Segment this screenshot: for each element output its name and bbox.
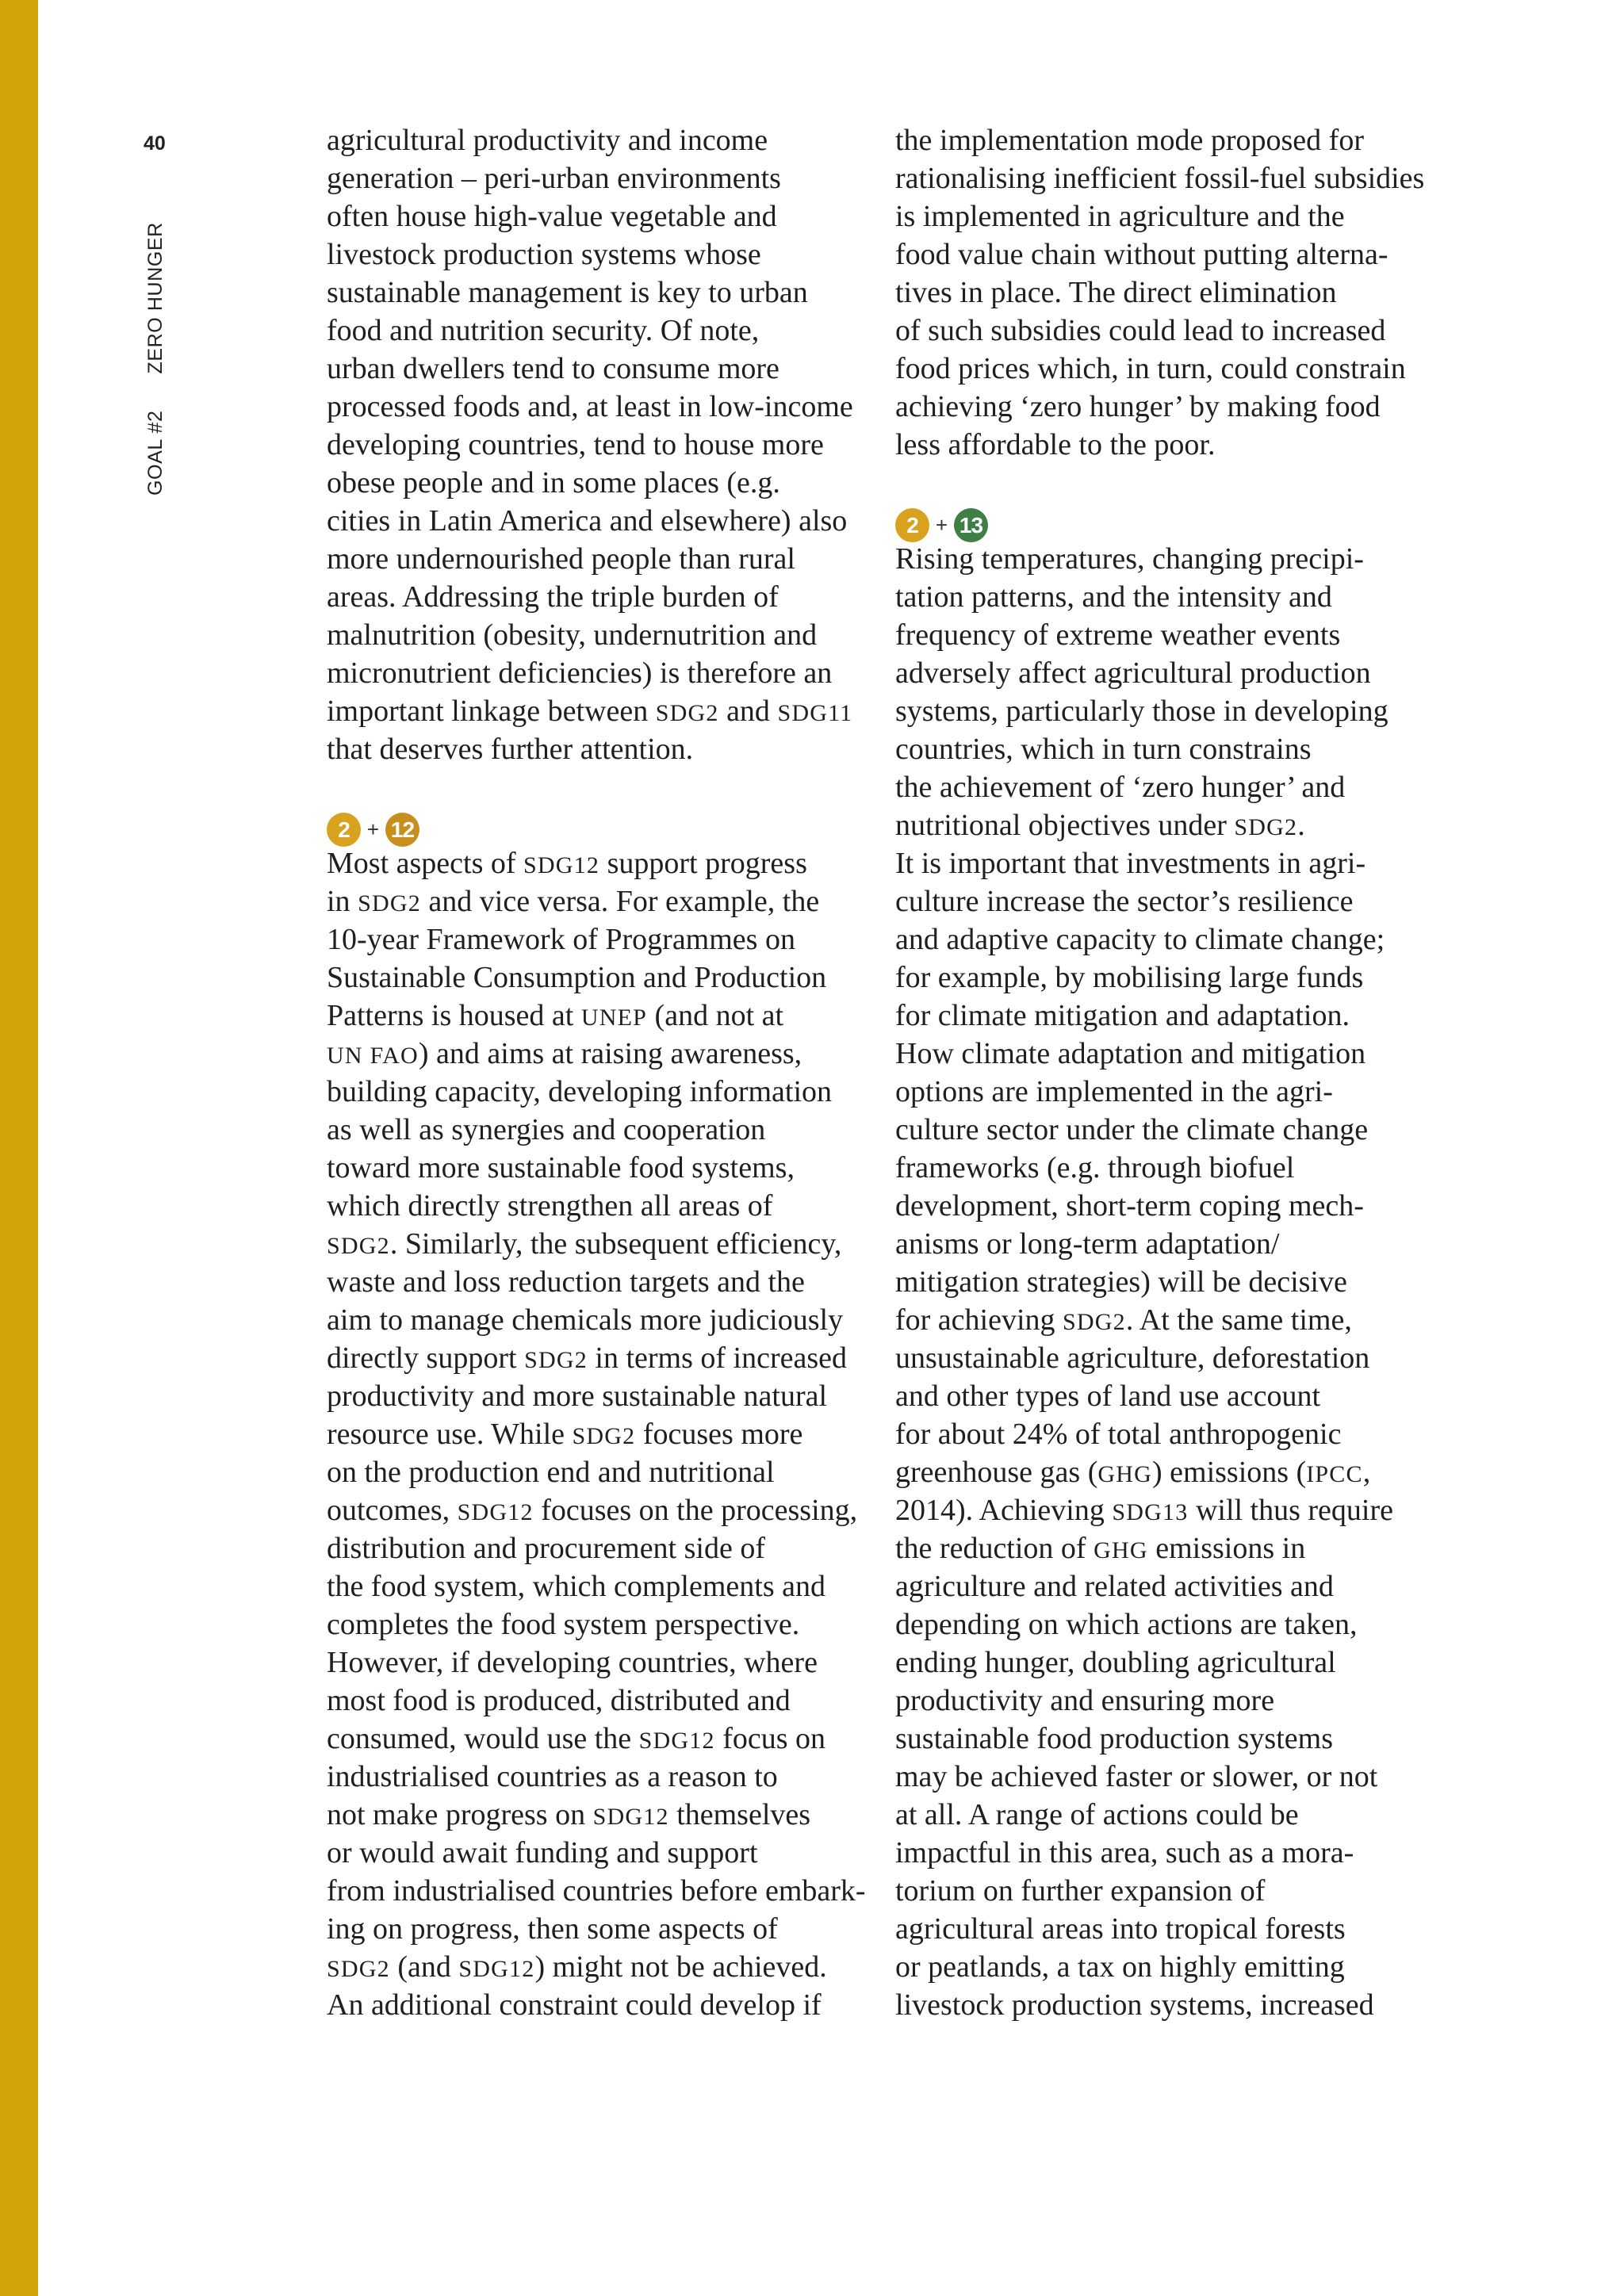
text-line: for example, by mobilising large funds [895,961,1364,994]
small-caps-term: GHG [1094,1537,1148,1563]
sdg-goal-pair [327,806,882,844]
text-line: food value chain without putting alterna- [895,238,1388,271]
text-line [327,1339,882,1377]
small-caps-term: SDG12 [638,1728,715,1754]
sdg-12-badge: 12 [385,813,419,847]
text-run: the reduction of [895,1532,1094,1565]
paragraph-block [895,121,1530,464]
text-run: . At the same time, [1125,1303,1352,1337]
plus-sign: + [935,513,948,537]
small-caps-term: SDG12 [523,852,600,878]
text-line [327,844,882,882]
text-line: food prices which, in turn, could constrain [895,352,1406,385]
text-run: focuses more [635,1418,803,1451]
text-line: is implemented in agriculture and the [895,200,1345,233]
text-line: 10-year Framework of Programmes on [327,923,795,956]
text-line: completes the food system perspective. [327,1608,800,1641]
running-head [144,222,167,496]
text-line: sustainable management is key to urban [327,276,808,309]
text-run: not make progress on [327,1798,593,1831]
text-line: the achievement of ‘zero hunger’ and [895,771,1346,804]
text-line: building capacity, developing information [327,1075,833,1108]
text-line [327,997,882,1035]
text-line: agricultural productivity and income [327,124,768,157]
text-run: will thus require [1188,1494,1393,1527]
text-run: resource use. While [327,1418,573,1451]
text-line: unsustainable agriculture, deforestation [895,1341,1370,1375]
text-line [327,1948,882,1986]
small-caps-term: SDG12 [592,1804,669,1830]
text-run: . [1297,809,1305,842]
text-run: important linkage between [327,695,656,728]
text-line [895,1529,1530,1567]
text-line: from industrialised countries before embark- [327,1874,866,1908]
text-line: obese people and in some places (e.g. [327,466,780,499]
text-line: ing on progress, then some aspects of [327,1912,778,1946]
left-text-column [327,121,882,2024]
text-line: productivity and more sustainable natural [327,1380,828,1413]
text-line: toward more sustainable food systems, [327,1151,795,1184]
text-line: for about 24% of total anthropogenic [895,1418,1342,1451]
right-text-column [895,121,1530,2024]
text-line [895,1491,1530,1529]
text-line: livestock production systems, increased [895,1988,1374,2022]
text-run: nutritional objectives under [895,809,1235,842]
text-run: support progress [599,847,807,880]
small-caps-term: SDG2 [358,890,421,916]
text-line [327,1720,882,1758]
text-line: generation – peri-urban environments [327,162,781,195]
paragraph-block [895,540,1530,2024]
small-caps-term: IPCC [1306,1461,1363,1487]
small-caps-term: GHG [1097,1461,1152,1487]
text-run: consumed, would use the [327,1722,639,1755]
text-line: food and nutrition security. Of note, [327,314,760,347]
text-line: However, if developing countries, where [327,1646,818,1679]
text-run: emissions in [1147,1532,1306,1565]
text-run: for achieving [895,1303,1063,1337]
text-line: frameworks (e.g. through biofuel [895,1151,1295,1184]
text-line: productivity and ensuring more [895,1684,1275,1717]
text-line: cities in Latin America and elsewhere) also [327,504,848,538]
page-number: 40 [144,132,166,155]
running-head-goal: GOAL #2 [144,410,167,496]
text-run: in [327,885,358,918]
text-run: and vice versa. For example, the [420,885,820,918]
text-line: at all. A range of actions could be [895,1798,1299,1831]
text-run: themselves [668,1798,811,1831]
text-run: , [1362,1456,1371,1489]
sdg-13-badge: 13 [954,508,988,542]
text-line: and other types of land use account [895,1380,1321,1413]
paragraph-block [327,121,882,768]
text-line: depending on which actions are taken, [895,1608,1358,1641]
text-run: . Similarly, the subsequent efficiency, [389,1227,842,1261]
text-line [895,1453,1530,1491]
text-line: most food is produced, distributed and [327,1684,791,1717]
small-caps-term: SDG13 [1112,1499,1189,1525]
text-line: achieving ‘zero hunger’ by making food [895,390,1381,423]
text-line: culture increase the sector’s resilience [895,885,1354,918]
text-run: ) and aims at raising awareness, [418,1037,802,1070]
text-line: It is important that investments in agri- [895,847,1366,880]
text-line: areas. Addressing the triple burden of [327,580,779,614]
small-caps-term: SDG2 [524,1347,588,1373]
text-line: An additional constraint could develop if [327,1988,822,2022]
text-run: (and [389,1950,459,1984]
text-line: more undernourished people than rural [327,542,795,576]
text-line: impactful in this area, such as a mora- [895,1836,1354,1869]
text-line [327,1415,882,1453]
text-line: agriculture and related activities and [895,1570,1334,1603]
text-line: livestock production systems whose [327,238,761,271]
small-caps-term: SDG2 [327,1956,390,1982]
text-run: outcomes, [327,1494,458,1527]
text-line: waste and loss reduction targets and the [327,1265,805,1299]
text-line: processed foods and, at least in low-income [327,390,853,423]
small-caps-term: SDG2 [1063,1309,1126,1335]
small-caps-term: SDG12 [457,1499,534,1525]
text-line: for climate mitigation and adaptation. [895,999,1350,1032]
text-line: torium on further expansion of [895,1874,1266,1908]
text-line: that deserves further attention. [327,733,694,766]
accent-side-bar [0,0,38,2296]
text-line: distribution and procurement side of [327,1532,765,1565]
sdg-2-badge: 2 [895,508,929,542]
text-line: the food system, which complements and [327,1570,825,1603]
text-run: greenhouse gas ( [895,1456,1098,1489]
text-run: Most aspects of [327,847,524,880]
text-line: How climate adaptation and mitigation [895,1037,1366,1070]
text-line: may be achieved faster or slower, or not [895,1760,1378,1793]
text-line: mitigation strategies) will be decisive [895,1265,1347,1299]
plus-sign: + [366,817,380,841]
text-line: agricultural areas into tropical forests [895,1912,1346,1946]
text-line: culture sector under the climate change [895,1113,1369,1146]
text-line [327,1796,882,1834]
text-line: urban dwellers tend to consume more [327,352,779,385]
small-caps-term: UN FAO [327,1043,419,1069]
text-run: ) might not be achieved. [534,1950,827,1984]
text-run: focus on [714,1722,826,1755]
text-run: ) emissions ( [1152,1456,1307,1489]
text-run: 2014). Achieving [895,1494,1113,1527]
text-run: focuses on the processing, [533,1494,858,1527]
text-line: rationalising inefficient fossil-fuel subsidies [895,162,1425,195]
text-line: systems, particularly those in developing [895,695,1388,728]
text-run: Patterns is housed at [327,999,581,1032]
text-line [327,1491,882,1529]
text-line: development, short-term coping mech- [895,1189,1364,1223]
text-line [327,882,882,920]
paragraph-block [327,844,882,2024]
sdg-goal-pair [895,502,1530,540]
text-line [327,1225,882,1263]
text-run: in terms of increased [587,1341,848,1375]
text-line: often house high-value vegetable and [327,200,777,233]
sdg-2-badge: 2 [327,813,361,847]
text-line: and adaptive capacity to climate change; [895,923,1385,956]
text-line: tation patterns, and the intensity and [895,580,1332,614]
text-line: which directly strengthen all areas of [327,1189,773,1223]
small-caps-term: SDG2 [572,1423,636,1449]
text-line: the implementation mode proposed for [895,124,1364,157]
text-line: sustainable food production systems [895,1722,1333,1755]
text-line: micronutrient deficiencies) is therefore an [327,656,833,690]
small-caps-term: SDG2 [655,700,719,726]
text-line: developing countries, tend to house more [327,428,824,461]
small-caps-term: SDG2 [327,1233,390,1259]
text-line [895,1301,1530,1339]
text-run: and [718,695,778,728]
small-caps-term: SDG2 [1234,814,1298,840]
text-line: Rising temperatures, changing precipi- [895,542,1364,576]
text-line: malnutrition (obesity, undernutrition and [327,618,818,652]
text-line: on the production end and nutritional [327,1456,775,1489]
text-line: of such subsidies could lead to increased [895,314,1386,347]
text-line: aim to manage chemicals more judiciously [327,1303,844,1337]
text-line: frequency of extreme weather events [895,618,1341,652]
small-caps-term: SDG12 [458,1956,535,1982]
running-head-title: ZERO HUNGER [144,222,167,374]
text-line: anisms or long-term adaptation/ [895,1227,1280,1261]
small-caps-term: UNEP [580,1004,648,1031]
text-run: (and not at [647,999,784,1032]
text-line: Sustainable Consumption and Production [327,961,827,994]
text-line: tives in place. The direct elimination [895,276,1337,309]
text-line: countries, which in turn constrains [895,733,1312,766]
text-line: options are implemented in the agri- [895,1075,1333,1108]
text-line: or would await funding and support [327,1836,758,1869]
text-line: as well as synergies and cooperation [327,1113,766,1146]
text-line: or peatlands, a tax on highly emitting [895,1950,1345,1984]
text-line: industrialised countries as a reason to [327,1760,778,1793]
small-caps-term: SDG11 [777,700,853,726]
text-line [327,692,882,730]
text-line [327,1035,882,1073]
text-line: ending hunger, doubling agricultural [895,1646,1336,1679]
text-line: less affordable to the poor. [895,428,1216,461]
text-run: directly support [327,1341,525,1375]
text-line: adversely affect agricultural production [895,656,1371,690]
text-line [895,806,1530,844]
